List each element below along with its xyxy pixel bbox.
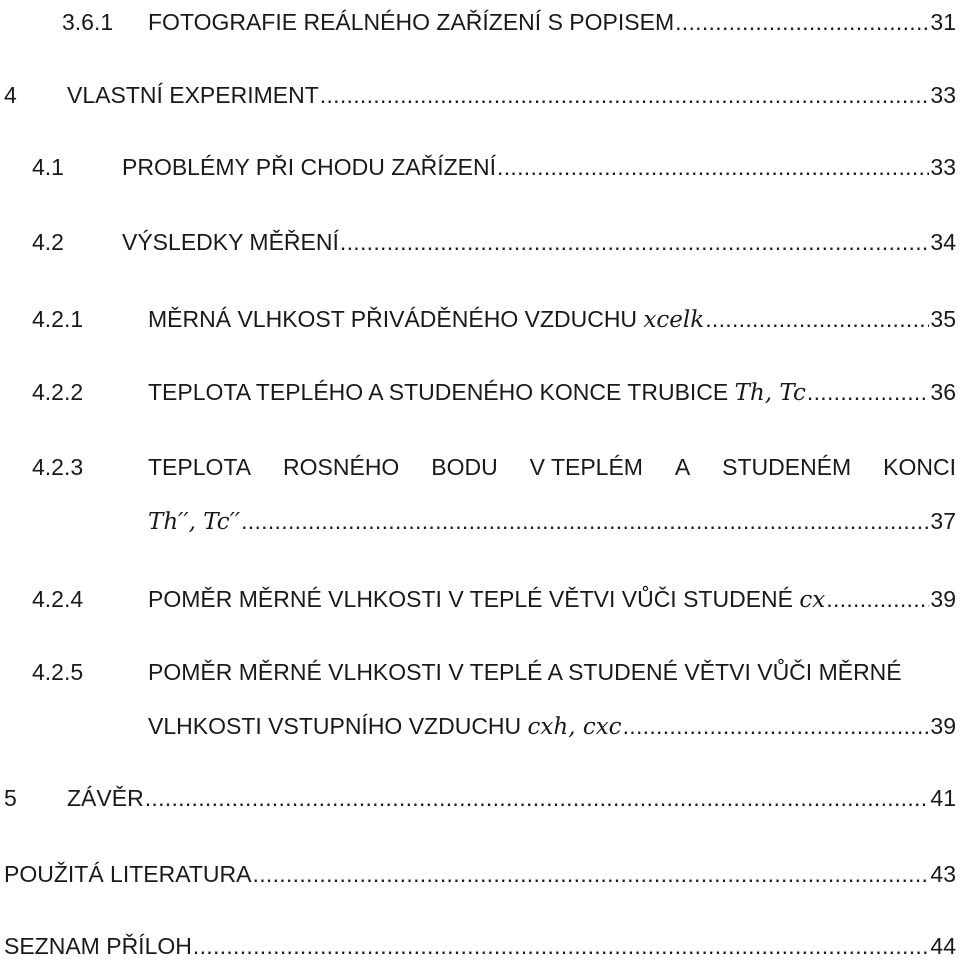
toc-title-word: ROSNÉHO [283, 454, 400, 480]
toc-page-number: 43 [930, 861, 956, 887]
toc-title: FOTOGRAFIE REÁLNÉHO ZAŘÍZENÍ S POPISEM [148, 9, 675, 35]
toc-title-word: KONCI [883, 454, 956, 480]
toc-page-number: 37 [930, 508, 956, 534]
toc-title: PROBLÉMY PŘI CHODU ZAŘÍZENÍ [122, 154, 497, 180]
toc-title: TEPLOTA TEPLÉHO A STUDENÉHO KONCE TRUBICE [148, 379, 729, 405]
toc-number: 4.2.2 [32, 379, 84, 405]
toc-title-word: V TEPLÉM [529, 454, 643, 480]
toc-title-word: STUDENÉM [722, 454, 852, 480]
toc-number: 4.2.5 [32, 659, 84, 685]
toc-page-number: 41 [930, 785, 956, 811]
toc-entry-4-2-1[interactable] [0, 301, 960, 337]
toc-entry-prilohy[interactable] [0, 928, 960, 964]
toc-leader-dots [253, 856, 930, 892]
toc-entry-5[interactable] [0, 780, 960, 816]
toc-entry-3-6-1[interactable] [0, 4, 960, 40]
toc-page-number: 31 [930, 9, 956, 35]
toc-leader-dots [340, 224, 930, 260]
toc-entry-4-2-3[interactable] [0, 449, 960, 539]
toc-leader-dots [826, 581, 929, 617]
toc-entry-4-2-2[interactable] [0, 374, 960, 410]
toc-leader-dots [241, 503, 929, 539]
toc-title-line2: VLHKOSTI VSTUPNÍHO VZDUCHU [148, 713, 522, 739]
toc-page-number: 44 [930, 933, 956, 959]
toc-page-number: 34 [930, 229, 956, 255]
toc-number: 5 [4, 785, 17, 811]
toc-leader-dots [497, 149, 929, 185]
toc-page-number: 39 [930, 713, 956, 739]
toc-title: POUŽITÁ LITERATURA [4, 861, 252, 887]
toc-math-symbol: cxh, cxc [527, 714, 622, 740]
toc-page-number: 33 [930, 154, 956, 180]
toc-title: ZÁVĚR [67, 785, 144, 811]
toc-entry-4-1[interactable] [0, 149, 960, 185]
toc-entry-4-2-4[interactable] [0, 581, 960, 617]
toc-number: 4.2.1 [32, 306, 84, 332]
toc-math-symbol: Th′′, Tc′′ [148, 509, 241, 535]
toc-number: 4.2.3 [32, 454, 84, 480]
toc-leader-dots [705, 301, 929, 337]
toc-title-word: BODU [431, 454, 498, 480]
toc-title-word: A [674, 454, 691, 480]
toc-page-number: 36 [930, 379, 956, 405]
toc-leader-dots [320, 77, 930, 113]
toc-leader-dots [623, 708, 930, 744]
toc-number: 3.6.1 [62, 9, 114, 35]
toc-title: POMĚR MĚRNÉ VLHKOSTI V TEPLÉ VĚTVI VŮČI STUDENÉ [148, 586, 793, 612]
toc-leader-dots [807, 374, 930, 410]
toc-number: 4.2 [32, 229, 64, 255]
toc-page-number: 33 [930, 82, 956, 108]
toc-number: 4.2.4 [32, 586, 84, 612]
toc-entry-literatura[interactable] [0, 856, 960, 892]
toc-entry-4[interactable] [0, 77, 960, 113]
toc-number: 4.1 [32, 154, 64, 180]
toc-title [148, 449, 956, 485]
toc-entry-4-2[interactable] [0, 224, 960, 260]
toc-page-number: 35 [930, 306, 956, 332]
toc-leader-dots [145, 780, 930, 816]
toc-math-symbol: Th, Tc [734, 380, 806, 406]
toc-title-word: TEPLOTA [148, 454, 252, 480]
toc-entry-4-2-5[interactable] [0, 654, 960, 744]
toc-math-symbol: xcelk [643, 307, 705, 333]
toc-math-symbol: cx [799, 587, 826, 613]
toc-title: SEZNAM PŘÍLOH [4, 933, 192, 959]
toc-leader-dots [193, 928, 930, 964]
toc-title: VÝSLEDKY MĚŘENÍ [122, 229, 339, 255]
toc-title: VLASTNÍ EXPERIMENT [67, 82, 319, 108]
toc-number: 4 [4, 82, 17, 108]
toc-title-line1: POMĚR MĚRNÉ VLHKOSTI V TEPLÉ A STUDENÉ VĚTVI VŮČI MĚRNÉ [148, 659, 902, 685]
toc-page-number: 39 [930, 586, 956, 612]
toc-title: MĚRNÁ VLHKOST PŘIVÁDĚNÉHO VZDUCHU [148, 306, 638, 332]
toc-leader-dots [675, 4, 929, 40]
